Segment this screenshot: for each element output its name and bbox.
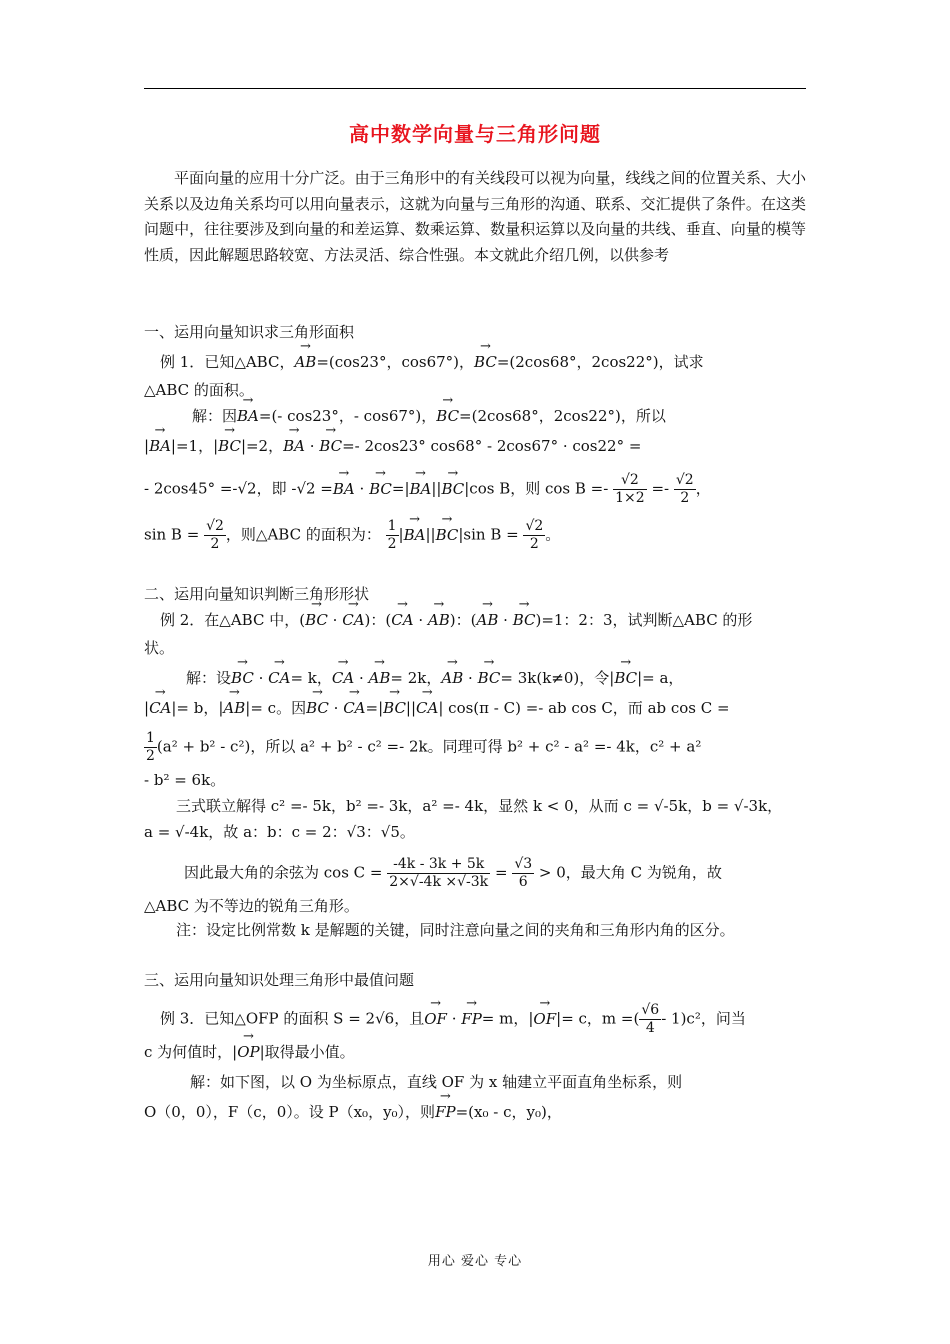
section-2-heading: 二、运用向量知识判断三角形形状 (144, 585, 370, 603)
fraction (204, 518, 226, 553)
dot: · (332, 611, 338, 629)
solution-2-line-3 (144, 730, 806, 765)
vector-bc: → BC (319, 434, 342, 458)
vector-of: → OF (533, 1007, 556, 1031)
text: 解：因 (192, 407, 238, 425)
vector-ab: → AB (294, 350, 316, 374)
denominator: 1×2 (615, 490, 645, 506)
vector-bc: → BC (441, 477, 464, 501)
example-2-statement-cont: 状。 (144, 639, 175, 657)
vector-ab: → AB (441, 666, 463, 690)
text: )：( (449, 611, 477, 629)
vector-ca: → CA (332, 666, 354, 690)
fraction (639, 1002, 661, 1037)
text: 例 2．在△ABC 中，( (160, 611, 306, 629)
denominator: 2 (210, 536, 220, 552)
text: =(x₀ - c，y₀)， (455, 1103, 562, 1121)
vector-ca: → CA (342, 608, 364, 632)
vector-ba: → BA (283, 434, 305, 458)
text: |= a， (637, 669, 684, 687)
vector-bc: → BC (306, 696, 329, 720)
text: |取得最小值。 (259, 1043, 355, 1061)
vector-ba: → BA (149, 434, 171, 458)
text: 因此最大角的余弦为 cos C = (184, 863, 383, 882)
fraction (386, 518, 399, 553)
vector-bc: → BC (513, 608, 536, 632)
vector-of: → OF (424, 1007, 447, 1031)
text: - 2cos45° =-√2，即 -√2 = (144, 479, 333, 498)
section-1-heading: 一、运用向量知识求三角形面积 (144, 323, 355, 341)
numerator: √2 (206, 518, 224, 534)
text: = (494, 863, 508, 882)
text: = m，| (481, 1009, 534, 1028)
text: 例 3．已知△OFP 的面积 S = 2√6，且 (160, 1009, 425, 1028)
vector-ab: → AB (428, 608, 450, 632)
text: |= c，m =( (556, 1009, 640, 1028)
solution-1-line-2: |→ BA|=1，|→ BC|=2，→ BA · → BC=- 2cos23° cos68° - 2cos67° · cos22° = (144, 434, 806, 458)
dot: · (503, 611, 508, 629)
text: |= c。因 (245, 699, 307, 717)
text: = k， (290, 669, 332, 687)
denominator: 2 (680, 490, 690, 506)
text: |=2， (240, 437, 284, 455)
solution-3-line-1: 解：如下图，以 O 为坐标原点，直线 OF 为 x 轴建立平面直角坐标系，则 (190, 1073, 683, 1091)
text: )=1：2：3，试判断△ABC 的形 (535, 611, 753, 629)
example-3-statement-cont (144, 1040, 806, 1064)
text: =(cos23°，cos67°)， (316, 353, 475, 371)
vector-bc: → BC (436, 404, 459, 428)
text: · (359, 479, 365, 498)
fraction (523, 518, 545, 553)
fraction (512, 856, 534, 891)
vector-ab: → AB (476, 608, 498, 632)
denominator: 2 (146, 748, 155, 764)
text: | (144, 699, 150, 717)
dot: · (451, 1009, 457, 1028)
solution-1-line-4 (144, 518, 806, 553)
denominator: 4 (645, 1020, 655, 1036)
vector-ca: → CA (268, 666, 290, 690)
text: =- (651, 479, 670, 498)
text: 已知△ABC， (204, 353, 295, 371)
text: || (425, 525, 436, 544)
dot: · (418, 611, 424, 629)
solution-2-line-6: a = √-4k，故 a：b：c = 2：√3：√5。 (144, 823, 415, 841)
vector-ba: → BA (333, 477, 355, 501)
vector-op: → OP (237, 1040, 259, 1064)
text: ， (695, 479, 711, 498)
solution-3-line-2 (144, 1100, 806, 1124)
text: 解：设 (186, 669, 232, 687)
text: | (144, 437, 150, 455)
text: =| (391, 479, 410, 498)
text: |sin B = (458, 525, 519, 544)
vector-bc: → BC (436, 523, 459, 547)
text: |cos B，则 cos B =- (464, 479, 609, 498)
dot: · (468, 669, 473, 687)
text: (a² + b² - c²)，所以 a² + b² - c² =- 2k。同理可得 b² + c² - a² =- 4k，c² + a² (156, 737, 702, 756)
solution-1-line-3 (144, 472, 806, 507)
text: )：( (364, 611, 392, 629)
text: =(- cos23°，- cos67°)， (258, 407, 437, 425)
text: sin B = (144, 525, 200, 544)
numerator: 1 (146, 730, 155, 746)
vector-bc: → BC (383, 696, 406, 720)
numerator: -4k - 3k + 5k (387, 856, 490, 874)
text: | (398, 525, 404, 544)
text: > 0，最大角 C 为锐角，故 (538, 863, 722, 882)
vector-bc: → BC (231, 666, 254, 690)
text: |= b，| (171, 699, 224, 717)
section-3-heading: 三、运用向量知识处理三角形中最值问题 (144, 971, 415, 989)
vector-ca: → CA (149, 696, 171, 720)
text: =- 2cos23° cos68° - 2cos67° · cos22° = (342, 437, 642, 455)
vector-bc: → BC (474, 350, 497, 374)
text: =| (365, 699, 384, 717)
vector-fp: → FP (461, 1007, 482, 1031)
vector-bc: → BC (478, 666, 501, 690)
text: =(2cos68°，2cos22°)，试求 (496, 353, 704, 371)
dot: · (358, 669, 364, 687)
text: 。 (545, 525, 561, 544)
numerator: √3 (514, 856, 533, 872)
numerator: √2 (675, 472, 694, 488)
example-2-statement (144, 608, 822, 632)
solution-1-line-1 (144, 404, 854, 428)
vector-bc: → BC (369, 477, 392, 501)
denominator: 2 (529, 536, 539, 552)
vector-ab: → AB (369, 666, 391, 690)
page-title: 高中数学向量与三角形问题 (349, 122, 601, 146)
denominator: 2 (387, 536, 397, 552)
text: |=1，| (170, 437, 219, 455)
fraction (144, 730, 157, 765)
vector-bc: → BC (305, 608, 328, 632)
fraction (674, 472, 696, 507)
numerator: √2 (613, 472, 647, 490)
intro-paragraph: 平面向量的应用十分广泛。由于三角形中的有关线段可以视为向量，线线之间的位置关系、大小关系以及边角关系均可以用向量表示，这就为向量与三角形的沟通、联系、交汇提供了条件。在这类问题中，往往要涉及到向量的和差运算、数乘运算、数量积运算以及向量的共线、垂直、向量的模等性质，因此解题思路较宽、方法灵活、综合性强。本文就此介绍几例，以供参考 (144, 169, 806, 264)
numerator: 1 (387, 518, 397, 534)
note: 注：设定比例常数 k 是解题的关键，同时注意向量之间的夹角和三角形内角的区分。 (176, 921, 735, 939)
example-label: 例 1． (160, 353, 205, 371)
text: c 为何值时，| (144, 1043, 238, 1061)
header-rule (144, 88, 806, 89)
vector-ba: → BA (410, 477, 432, 501)
solution-2-line-4: - b² = 6k。 (144, 771, 226, 789)
dot: · (258, 669, 264, 687)
example-1-statement-cont: △ABC 的面积。 (144, 381, 254, 399)
text: || (431, 479, 442, 498)
text: =(2cos68°，2cos22°)，所以 (459, 407, 666, 425)
vector-bc: → BC (614, 666, 637, 690)
vector-ca: → CA (343, 696, 365, 720)
dot: · (333, 699, 339, 717)
page-footer: 用心 爱心 专心 (427, 1254, 523, 1269)
solution-2-line-5: 三式联立解得 c² =- 5k，b² =- 3k，a² =- 4k，显然 k < 0，从而 c = √-5k，b = √-3k， (176, 797, 783, 815)
vector-ca: → CA (416, 696, 438, 720)
vector-ab: → AB (223, 696, 245, 720)
vector-ca: → CA (391, 608, 413, 632)
text: = 3k(k≠0)，令| (500, 669, 615, 687)
text: = 2k， (390, 669, 442, 687)
solution-2-line-8: △ABC 为不等边的锐角三角形。 (144, 897, 359, 915)
vector-ba: → BA (237, 404, 259, 428)
solution-2-line-7 (144, 856, 846, 891)
vector-bc: → BC (218, 434, 241, 458)
denominator: 6 (518, 874, 528, 890)
numerator: √6 (641, 1002, 660, 1018)
numerator: √2 (525, 518, 544, 534)
text: || (405, 699, 417, 717)
text: - 1)c²，问当 (661, 1009, 746, 1028)
vector-ba: → BA (404, 523, 426, 547)
text: ，则△ABC 的面积为： (225, 525, 381, 544)
fraction (387, 856, 490, 891)
vector-fp: → FP (435, 1100, 456, 1124)
denominator: 2×√-4k ×√-3k (389, 874, 489, 890)
text: O（0，0），F（c，0）。设 P（x₀，y₀），则 (144, 1103, 436, 1121)
solution-2-line-2 (144, 696, 806, 720)
text: | cos(π - C) =- ab cos C，而 ab cos C = (438, 699, 730, 717)
solution-2-line-1 (144, 666, 848, 690)
fraction (613, 472, 647, 507)
example-1-statement (144, 350, 822, 374)
